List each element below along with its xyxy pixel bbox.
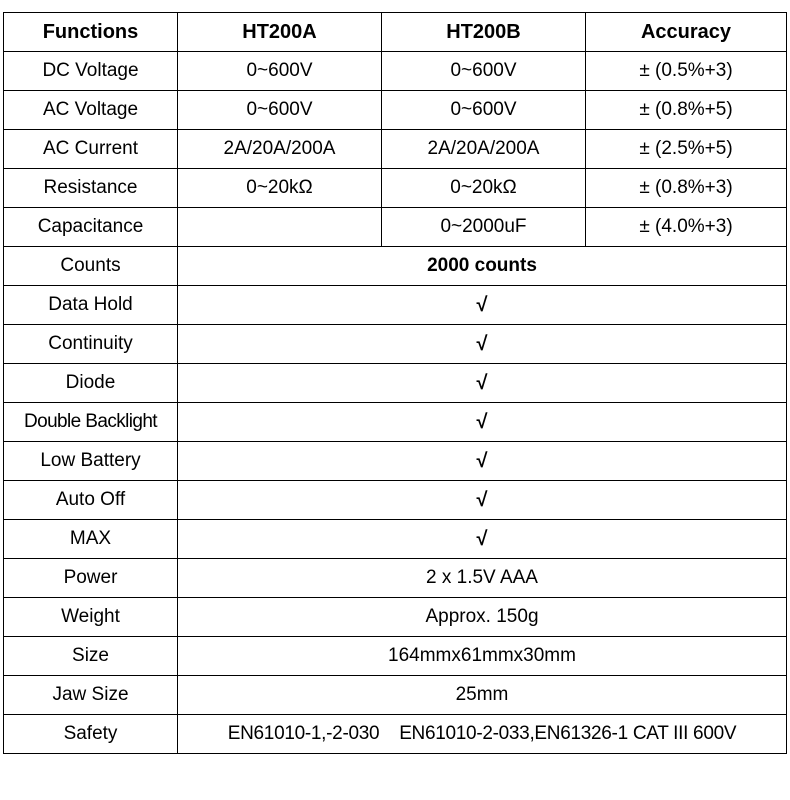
table-row [4, 286, 787, 325]
header-ht200b: HT200B [382, 13, 586, 52]
check-mark: √ [178, 364, 787, 403]
size-value: 164mmx61mmx30mm [178, 637, 787, 676]
weight-value: Approx. 150g [178, 598, 787, 637]
table-row [4, 364, 787, 403]
counts-value: 2000 counts [178, 247, 787, 286]
ht200b-value: 0~600V [382, 52, 586, 91]
function-label: AC Current [4, 130, 178, 169]
check-mark: √ [178, 403, 787, 442]
check-mark: √ [178, 520, 787, 559]
header-row [4, 13, 787, 52]
function-label: Auto Off [4, 481, 178, 520]
function-label: Resistance [4, 169, 178, 208]
ht200a-value: 0~600V [178, 91, 382, 130]
header-ht200a: HT200A [178, 13, 382, 52]
ht200b-value: 0~600V [382, 91, 586, 130]
function-label: Jaw Size [4, 676, 178, 715]
function-label: MAX [4, 520, 178, 559]
table-row [4, 637, 787, 676]
accuracy-value: ± (4.0%+3) [586, 208, 787, 247]
ht200a-value: 0~20kΩ [178, 169, 382, 208]
check-mark: √ [178, 286, 787, 325]
table-row [4, 247, 787, 286]
table-row [4, 598, 787, 637]
check-mark: √ [178, 481, 787, 520]
function-label: Continuity [4, 325, 178, 364]
ht200b-value: 0~20kΩ [382, 169, 586, 208]
table-row [4, 520, 787, 559]
table-row [4, 481, 787, 520]
function-label: Size [4, 637, 178, 676]
spec-table [3, 12, 787, 754]
function-label: Data Hold [4, 286, 178, 325]
table-row [4, 442, 787, 481]
table-row [4, 208, 787, 247]
function-label: Double Backlight [4, 403, 178, 442]
table-row [4, 676, 787, 715]
function-label: Capacitance [4, 208, 178, 247]
function-label: Weight [4, 598, 178, 637]
jaw-size-value: 25mm [178, 676, 787, 715]
accuracy-value: ± (2.5%+5) [586, 130, 787, 169]
check-mark: √ [178, 442, 787, 481]
ht200b-value: 0~2000uF [382, 208, 586, 247]
function-label: Counts [4, 247, 178, 286]
header-functions: Functions [4, 13, 178, 52]
header-accuracy: Accuracy [586, 13, 787, 52]
function-label: AC Voltage [4, 91, 178, 130]
table-row [4, 91, 787, 130]
table-row [4, 325, 787, 364]
function-label: Safety [4, 715, 178, 754]
accuracy-value: ± (0.8%+3) [586, 169, 787, 208]
safety-value: EN61010-1,-2-030 EN61010-2-033,EN61326-1 CAT III 600V [178, 715, 787, 754]
table-row [4, 559, 787, 598]
check-mark: √ [178, 325, 787, 364]
function-label: Power [4, 559, 178, 598]
table-row [4, 403, 787, 442]
power-value: 2 x 1.5V AAA [178, 559, 787, 598]
function-label: Diode [4, 364, 178, 403]
ht200a-value [178, 208, 382, 247]
table-row [4, 130, 787, 169]
function-label: DC Voltage [4, 52, 178, 91]
ht200a-value: 0~600V [178, 52, 382, 91]
ht200b-value: 2A/20A/200A [382, 130, 586, 169]
ht200a-value: 2A/20A/200A [178, 130, 382, 169]
table-row [4, 715, 787, 754]
table-row [4, 169, 787, 208]
accuracy-value: ± (0.8%+5) [586, 91, 787, 130]
accuracy-value: ± (0.5%+3) [586, 52, 787, 91]
function-label: Low Battery [4, 442, 178, 481]
table-row [4, 52, 787, 91]
